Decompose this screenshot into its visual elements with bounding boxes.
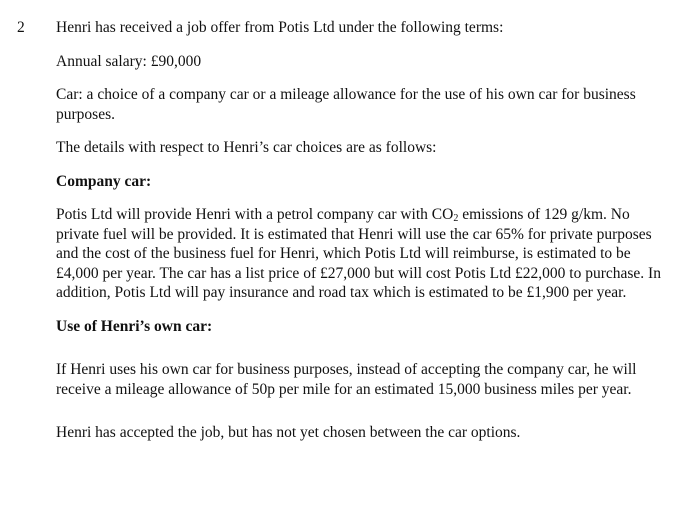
closing-text: Henri has accepted the job, but has not yet chosen between the car options. bbox=[56, 424, 521, 441]
company-car-text-part1: Potis Ltd will provide Henri with a petrol company car with CO bbox=[56, 206, 454, 223]
own-car-heading: Use of Henri’s own car: bbox=[56, 317, 213, 335]
co2-subscript: 2 bbox=[453, 213, 459, 224]
own-car-text: If Henri uses his own car for business purposes, instead of accepting the company car, he will receive a mileage allowance of 50p per mile for an estimated 15,000 business miles per year. bbox=[56, 361, 637, 398]
company-car-heading: Company car: bbox=[56, 172, 152, 190]
question-body bbox=[56, 18, 666, 443]
intro-text: Henri has received a job offer from Potis Ltd under the following terms: bbox=[56, 19, 504, 36]
company-car-text bbox=[56, 205, 666, 303]
salary-text: Annual salary: £90,000 bbox=[56, 52, 202, 70]
details-intro-text: The details with respect to Henri’s car choices are as follows: bbox=[56, 139, 437, 156]
car-choice-text: Car: a choice of a company car or a mileage allowance for the use of his own car for business purposes. bbox=[56, 86, 636, 123]
question-number: 2 bbox=[17, 19, 25, 36]
company-car-text-part2: emissions of 129 g/km. No private fuel will be provided. It is estimated that Henri will use the car 65% for private purposes and the cost of the business fuel for Henri, which Potis Ltd will reimburse, is estimated to be £4,000 per year. The car has a list price of £27,000 but will cost Potis Ltd £22,000 to purchase. In addition, Potis Ltd will pay insurance and road tax which is estimated to be £1,900 per year. bbox=[56, 206, 661, 301]
